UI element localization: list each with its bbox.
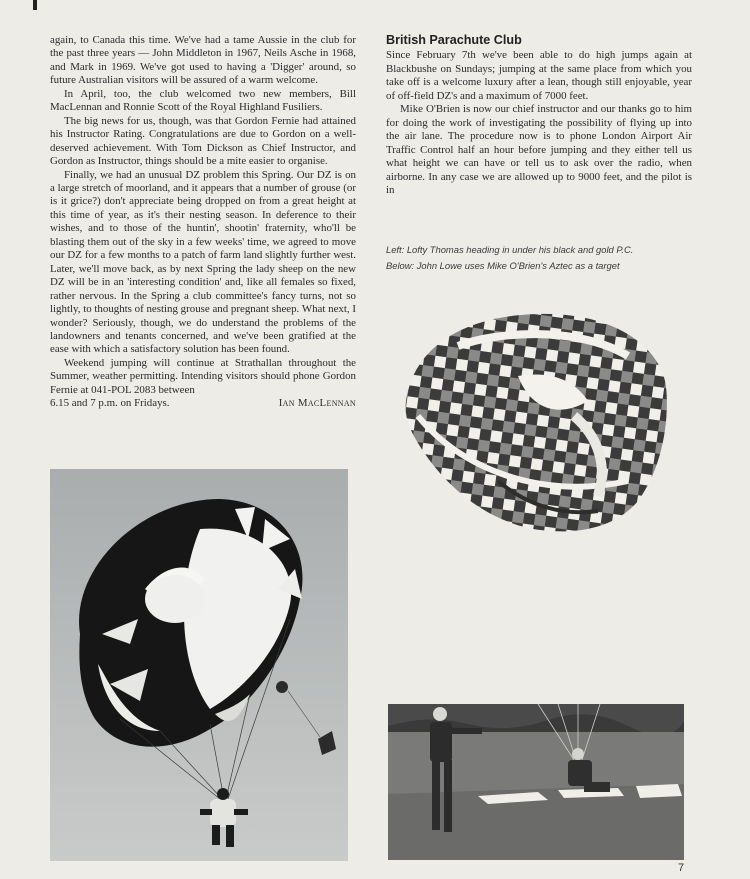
corner-mark [33, 0, 37, 10]
right-column [386, 34, 692, 197]
caption-left: Left: Lofty Thomas heading in under his black and gold P.C. [386, 244, 634, 255]
left-column [50, 34, 356, 411]
parachute-photo-right [398, 306, 672, 538]
photo-captions [386, 242, 696, 273]
section-heading: British Parachute Club [386, 33, 522, 47]
caption-below: Below: John Lowe uses Mike O'Brien's Aztec as a target [386, 259, 620, 271]
paragraph: In April, too, the club welcomed two new members, Bill MacLennan and Ronnie Scott of the Royal Highland Fusiliers. [50, 87, 356, 114]
author-name: Ian MacLennan [278, 397, 356, 410]
page-number: 7 [678, 862, 685, 874]
paragraph: Since February 7th we've been able to do high jumps again at Blackbushe on Sundays; jumping at the same place from which you take off is a welcome luxury after a lean, though still enjoyable, year of off-field DZ's and a maximum of 7000 feet. [386, 49, 692, 102]
landing-photo [388, 704, 684, 860]
signoff-line [50, 397, 356, 410]
parachute-photo-left [50, 469, 348, 861]
paragraph: Weekend jumping will continue at Strathallan throughout the Summer, weather permitting. Intending visitors should phone Gordon Fernie at 041-POL 2083 between [50, 356, 356, 396]
signoff-text: 6.15 and 7 p.m. on Fridays. [50, 397, 170, 410]
paragraph: again, to Canada this time. We've had a tame Aussie in the club for the past three years — John Middleton in 1967, Neils Asche in 1968, and Mark in 1969. We've got used to having a 'Digger' around, so future Australian visitors will be assured of a warm welcome. [50, 34, 356, 87]
paragraph: Mike O'Brien is now our chief instructor and our thanks go to him for doing the work of investigating the possibility of flying up into the air lane. The procedure now is to phone London Airport Air Traffic Control half an hour before jumping and they either tell us what height we can have or tell us to ask over the radio, when airborne. In any case we are allowed up to 9000 feet, and the pilot is in [386, 103, 692, 196]
paragraph: Finally, we had an unusual DZ problem this Spring. Our DZ is on a large stretch of moorland, and it appears that a number of grouse (or is it grice?) don't appreciate being dropped on from a great height at this time of year, as it's their nesting season. In deference to their wishes, and to those of the huntin', shootin' fraternity, who'll be blasting them out of the sky in a few weeks' time, we agreed to move our DZ for a few months to a patch of farm land slightly further west. Later, we'll move back, as by next Spring the lady sheep on the new DZ will be in an 'interesting condition' and, like all females so fixed, rather nervous. In the Spring a club committee's fancy turns, not so lightly, to thoughts of nesting grouse and pregnant sheep. What next, I wonder? Seriously, though, we do understand the problems of the landowners and tenants concerned, and we've been gratified at the ease with which a satisfactory solution has been found. [50, 168, 356, 356]
paragraph: The big news for us, though, was that Gordon Fernie had attained his Instructor Rating. Congratulations are due to Gordon on a well-deserved achievement. With Tom Dickson as Chief Instructor, and Gordon as Instructor, things should be a mite easier to organise. [50, 114, 356, 168]
